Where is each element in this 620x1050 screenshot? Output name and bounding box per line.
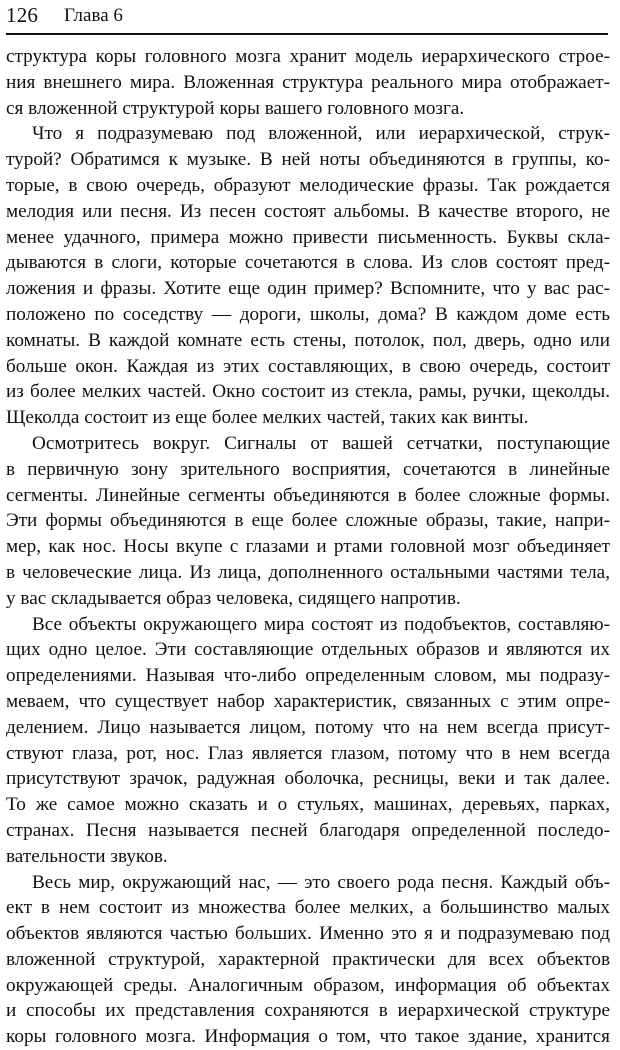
- text-line: ствуют глаза, рот, нос. Глаз является глазом, потому что в нем всегда: [6, 741, 610, 767]
- text-line: делением. Лицо называется лицом, потому что на нем всегда присут-: [6, 715, 610, 741]
- paragraph: [6, 612, 610, 870]
- running-head: [6, 0, 608, 36]
- text-line: сегменты. Линейные сегменты объединяются в более сложные формы.: [6, 483, 610, 509]
- paragraph: [6, 870, 610, 1050]
- text-line: щих одно целое. Эти составляющие отдельных образов и являются их: [6, 637, 610, 663]
- text-line: ект в нем состоит из множества более мелких, а большинство малых: [6, 895, 610, 921]
- text-line: То же самое можно сказать и о стульях, машинах, деревьях, парках,: [6, 792, 610, 818]
- text-line: Щеколда состоит из еще более мелких частей, таких как винты.: [6, 405, 610, 431]
- text-line: из более мелких частей. Окно состоит из стекла, рамы, ручки, щеколды.: [6, 379, 610, 405]
- text-line: и способы их представления сохраняются в иерархической структуре: [6, 998, 610, 1024]
- chapter-label: Глава 6: [64, 3, 123, 29]
- text-line: вложенной структурой, характерной практически для всех объектов: [6, 947, 610, 973]
- text-line: больше окон. Каждая из этих составляющих, в свою очередь, состоит: [6, 354, 610, 380]
- text-line: Осмотритесь вокруг. Сигналы от вашей сетчатки, поступающие: [6, 431, 610, 457]
- page-number: 126: [6, 2, 38, 28]
- paragraph: [6, 431, 610, 612]
- text-line: Все объекты окружающего мира состоят из подобъектов, составляю-: [6, 612, 610, 638]
- text-line: определениями. Называя что-либо определенным словом, мы подразу-: [6, 663, 610, 689]
- text-line: в первичную зону зрительного восприятия, сочетаются в линейные: [6, 457, 610, 483]
- text-line: структура коры головного мозга хранит модель иерархического строе-: [6, 44, 610, 70]
- text-line: окружающей среды. Аналогичным образом, информация об объектах: [6, 973, 610, 999]
- text-line: у вас складывается образ человека, сидящего напротив.: [6, 586, 610, 612]
- paragraph: [6, 44, 610, 121]
- text-line: Что я подразумеваю под вложенной, или иерархической, струк-: [6, 121, 610, 147]
- text-line: вательности звуков.: [6, 844, 610, 870]
- body-text: [6, 44, 610, 1050]
- text-line: положено по соседству — дороги, школы, дома? В каждом доме есть: [6, 302, 610, 328]
- text-line: Эти формы объединяются в еще более сложные образы, такие, напри-: [6, 508, 610, 534]
- text-line: в человеческие лица. Из лица, дополненного остальными частями тела,: [6, 560, 610, 586]
- text-line: мер, как нос. Носы вкупе с глазами и ртами головной мозг объединяет: [6, 534, 610, 560]
- text-line: присутствуют зрачок, радужная оболочка, ресницы, веки и так далее.: [6, 766, 610, 792]
- text-line: ния внешнего мира. Вложенная структура реального мира отображает-: [6, 70, 610, 96]
- text-line: коры головного мозга. Информация о том, что такое здание, хранится: [6, 1024, 610, 1050]
- text-line: странах. Песня называется песней благодаря определенной последо-: [6, 818, 610, 844]
- text-line: комнаты. В каждой комнате есть стены, потолок, пол, дверь, одно или: [6, 328, 610, 354]
- text-line: ся вложенной структурой коры вашего головного мозга.: [6, 96, 610, 122]
- text-line: дываются в слоги, которые сочетаются в слова. Из слов состоят пред-: [6, 250, 610, 276]
- text-line: Весь мир, окружающий нас, — это своего рода песня. Каждый объ-: [6, 870, 610, 896]
- text-line: торые, в свою очередь, образуют мелодические фразы. Так рождается: [6, 173, 610, 199]
- text-line: меваем, что существует набор характеристик, связанных с этим опре-: [6, 689, 610, 715]
- text-line: мелодия или песня. Из песен состоят альбомы. В качестве второго, не: [6, 199, 610, 225]
- text-line: ложения и фразы. Хотите еще один пример? Вспомните, что у вас рас-: [6, 276, 610, 302]
- text-line: объектов являются частью больших. Именно это я и подразумеваю под: [6, 921, 610, 947]
- paragraph: [6, 121, 610, 431]
- header-rule: [6, 33, 608, 35]
- text-line: менее удачного, примера можно привести письменность. Буквы скла-: [6, 225, 610, 251]
- text-line: турой? Обратимся к музыке. В ней ноты объединяются в группы, ко-: [6, 147, 610, 173]
